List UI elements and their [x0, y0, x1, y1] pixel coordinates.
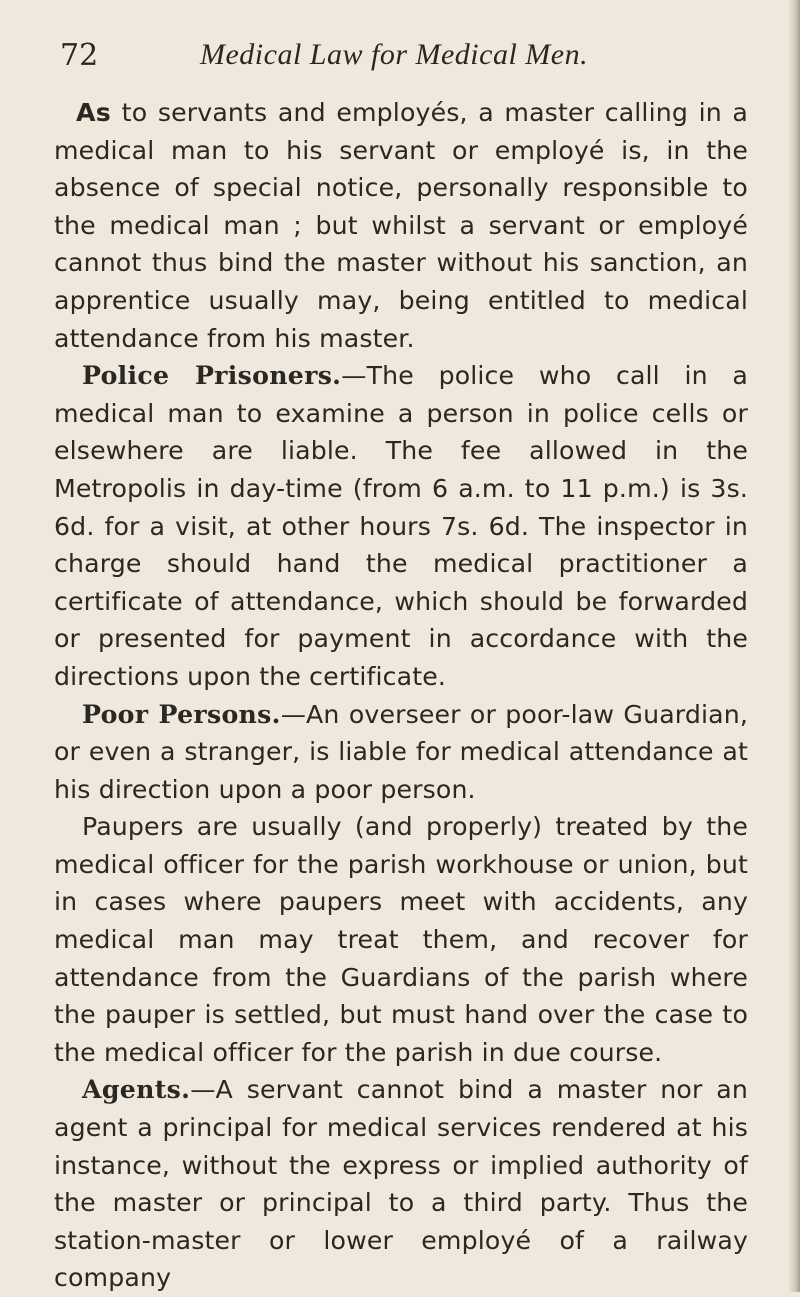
- paragraph-paupers: [54, 808, 748, 1071]
- section-heading-poor-persons: Poor Persons.: [82, 698, 281, 729]
- body-text: [54, 94, 748, 1297]
- paragraph-police-prisoners: [54, 357, 748, 695]
- paragraph-text: —A servant cannot bind a master nor an agent a principal for medical services rendered at his instance, without the express or implied authority of the master or principal to a third party. Thus the station-master or lower employé of a railway company: [54, 1075, 748, 1293]
- paragraph-agents: [54, 1071, 748, 1297]
- page-header: [60, 38, 740, 88]
- paragraph-poor-persons: [54, 696, 748, 809]
- paragraph-lead: As: [76, 98, 112, 127]
- paragraph-text: Paupers are usually (and properly) treated by the medical officer for the parish workhouse or union, but in cases where paupers meet with accidents, any medical man may treat them, and recover for attendance from the Guardians of the parish where the pauper is settled, but must hand over the case to the medical officer for the parish in due course.: [54, 812, 748, 1067]
- section-heading-police-prisoners: Police Prisoners.: [82, 360, 342, 391]
- paragraph-text: —The police who call in a medical man to examine a person in police cells or elsewhere are liable. The fee allowed in the Metropolis in day-time (from 6 a.m. to 11 p.m.) is 3s. 6d. for a visit, at other hours 7s. 6d. The inspector in charge should hand the medical practitioner a certificate of attendance, which should be forwarded or presented for payment in accordance with the directions upon the certificate.: [54, 361, 749, 691]
- paragraph-text: to servants and employés, a master calling in a medical man to his servant or employé is, in the absence of special notice, personally responsible to the medical man ; but whilst a servant or employé cannot thus bind the master without his sanction, an apprentice usually may, being entitled to medical attendance from his master.: [54, 98, 748, 353]
- section-heading-agents: Agents.: [82, 1074, 191, 1105]
- page-edge-shadow: [788, 0, 800, 1292]
- page-number: 72: [60, 38, 99, 73]
- paragraph-servants: [54, 94, 748, 357]
- running-head-title: Medical Law for Medical Men.: [200, 38, 589, 71]
- paragraph-text: —An overseer or poor-law Guardian, or even a stranger, is liable for medical attendance at his direction upon a poor person.: [54, 699, 748, 804]
